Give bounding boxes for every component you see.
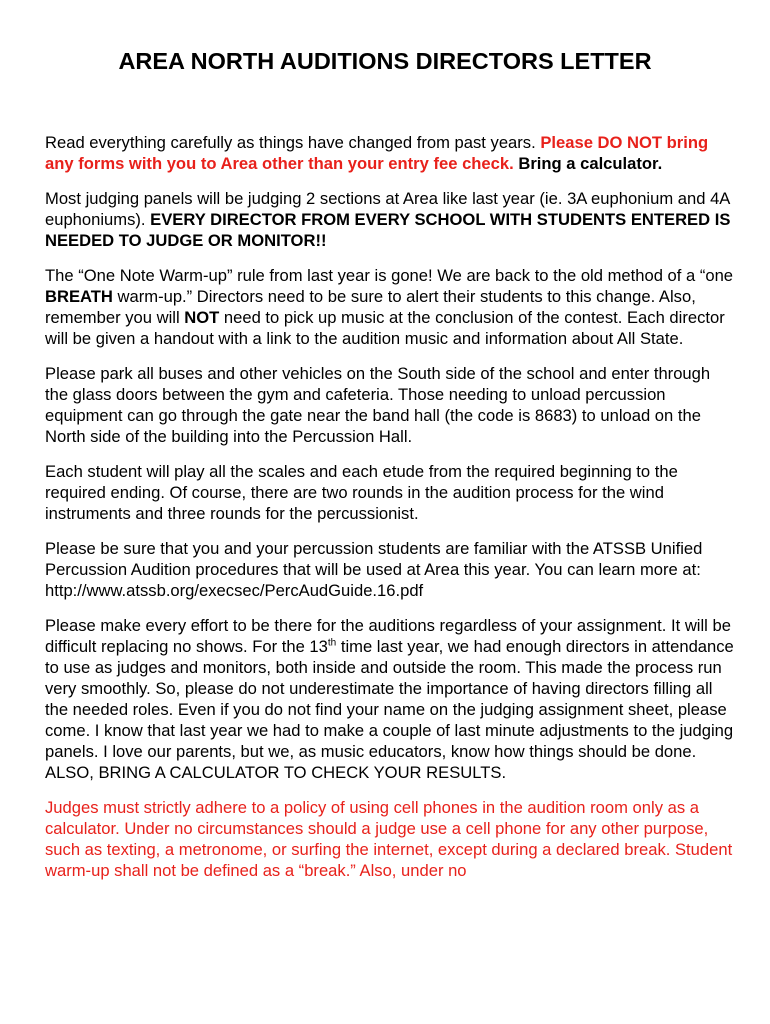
paragraph-warmup (45, 265, 735, 349)
paragraph-judging-panels (45, 188, 735, 251)
intro-text: Read everything carefully as things have changed from past years. (45, 133, 541, 152)
paragraph-parking: Please park all buses and other vehicles on the South side of the school and enter through the glass doors between the gym and cafeteria. Those needing to unload percussion equipment can go through the gate near the band hall (the code is 8683) to unload on the North side of the building into the Percussion Hall. (45, 364, 711, 446)
warmup-text-1: The “One Note Warm-up” rule from last year is gone! We are back to the old method of a “one (45, 266, 734, 285)
paragraph-attendance (45, 615, 735, 783)
attendance-text-1: Please make every effort to be there for the auditions regardless of your assignment. It will be difficult replacing no shows. For the 13 (45, 616, 731, 656)
not-emphasis: NOT (184, 308, 220, 327)
forms-warning: Please DO NOT bring any forms with you to Area other than your entry fee check. (45, 133, 709, 173)
directors-needed-notice: EVERY DIRECTOR FROM EVERY SCHOOL WITH STUDENTS ENTERED IS NEEDED TO JUDGE OR MONITOR!! (45, 210, 731, 250)
ordinal-suffix: th (327, 637, 337, 649)
paragraph-intro (45, 132, 735, 174)
letter-body (45, 132, 735, 895)
paragraph-scales: Each student will play all the scales and each etude from the required beginning to the required ending. Of course, there are two rounds in the audition process for the wind instruments and three rounds for the percussionist. (45, 462, 678, 523)
warmup-text-2: warm-up.” Directors need to be sure to alert their students to this change. Also, remember you will (45, 287, 696, 327)
attendance-text-2: time last year, we had enough directors in attendance to use as judges and monitors, both inside and outside the room. This made the process run very smoothly. So, please do not underestimate the importance of having directors filling all the needed roles. Even if you do not find your name on the judging assignment sheet, please come. I know that last year we had to make a couple of last minute adjustments to the judging panels. I love our parents, but we, as music educators, know how things should be done. ALSO, BRING A CALCULATOR TO CHECK YOUR RESULTS. (45, 637, 734, 782)
paragraph-percussion: Please be sure that you and your percussion students are familiar with the ATSSB Unified Percussion Audition procedures that will be used at Area this year. You can learn more at: http://www.atssb.org/execsec/PercAudGuide.16.pdf (45, 539, 703, 600)
breath-emphasis: BREATH (45, 287, 113, 306)
page-title: AREA NORTH AUDITIONS DIRECTORS LETTER (118, 48, 652, 74)
warmup-text-3: need to pick up music at the conclusion of the contest. Each director will be given a handout with a link to the audition music and information about All State. (45, 308, 725, 348)
paragraph-cell-phone-policy: Judges must strictly adhere to a policy of using cell phones in the audition room only as a calculator. Under no circumstances should a judge use a cell phone for any other purpose, such as texting, a metronome, or surfing the internet, except during a declared break. Student warm-up shall not be defined as a “break.” Also, under no (45, 798, 733, 880)
calculator-note: Bring a calculator. (513, 154, 663, 173)
judging-text: Most judging panels will be judging 2 sections at Area like last year (ie. 3A euphonium and 4A euphoniums). (45, 189, 730, 229)
